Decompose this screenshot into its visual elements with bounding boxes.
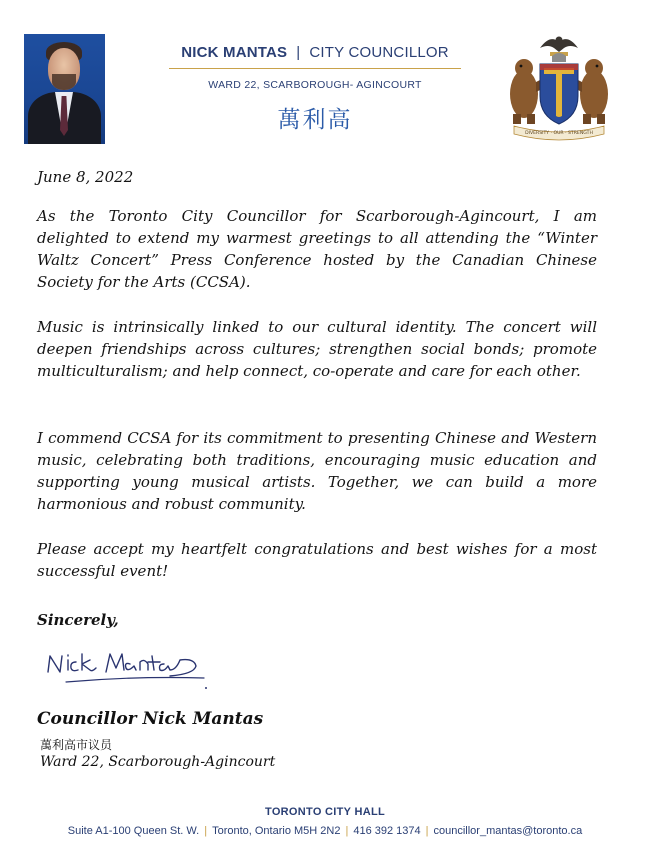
- footer-address: Suite A1-100 Queen St. W.: [67, 825, 200, 837]
- footer-title: TORONTO CITY HALL: [265, 806, 385, 818]
- chinese-name: 萬利高: [277, 107, 353, 133]
- letter-paragraph-2: Music is intrinsically linked to our cultural identity. The concert will deepen friendships across cultures; strengthen social bonds; promote multiculturalism; and help connect, co-operate and care for each other.: [37, 318, 597, 380]
- handwritten-signature: [44, 646, 214, 692]
- ward-line: WARD 22, SCARBOROUGH- AGINCOURT: [208, 79, 422, 91]
- beaver-right-icon: [574, 59, 608, 124]
- crest-motto: DIVERSITY · OUR · STRENGTH: [525, 131, 593, 136]
- footer-phone: 416 392 1374: [353, 825, 421, 837]
- councillor-name: NICK MANTAS: [181, 44, 288, 61]
- signatory-ward: Ward 22, Scarborough-Agincourt: [40, 754, 276, 770]
- footer-separator: |: [204, 825, 208, 837]
- letter-date: June 8, 2022: [37, 168, 134, 186]
- signatory-name: Councillor Nick Mantas: [37, 709, 264, 729]
- letter-paragraph-4: Please accept my heartfelt congratulations and best wishes for a most successful event!: [37, 540, 597, 580]
- letter-paragraph-3: I commend CCSA for its commitment to presenting Chinese and Western music, celebrating both traditions, encouraging music education and supporting young musical artists. Together, we can build a more harmonious and robust community.: [37, 429, 597, 513]
- letter-paragraph-1: As the Toronto City Councillor for Scarborough-Agincourt, I am delighted to extend my warmest greetings to all attending the “Winter Waltz Concert” Press Conference hosted by the Canadian Chinese Society for the Arts (CCSA).: [37, 207, 597, 291]
- toronto-coat-of-arms-icon: [500, 30, 618, 142]
- footer-city: Toronto, Ontario M5H 2N2: [212, 825, 341, 837]
- header-divider: [169, 68, 461, 69]
- footer-email[interactable]: councillor_mantas@toronto.ca: [433, 825, 583, 837]
- letter-closing: Sincerely,: [37, 611, 119, 629]
- footer-separator: |: [425, 825, 429, 837]
- footer-separator: |: [345, 825, 349, 837]
- beaver-left-icon: [510, 59, 544, 124]
- shield-icon: [540, 64, 578, 124]
- councillor-title: CITY COUNCILLOR: [309, 44, 449, 61]
- footer-contact-line: [0, 825, 650, 837]
- letterhead-name-line: [160, 44, 470, 61]
- header-separator: |: [296, 44, 301, 61]
- signatory-chinese-title: 萬利高市议员: [40, 738, 113, 752]
- councillor-photo: [24, 34, 105, 144]
- letterhead: [160, 44, 470, 134]
